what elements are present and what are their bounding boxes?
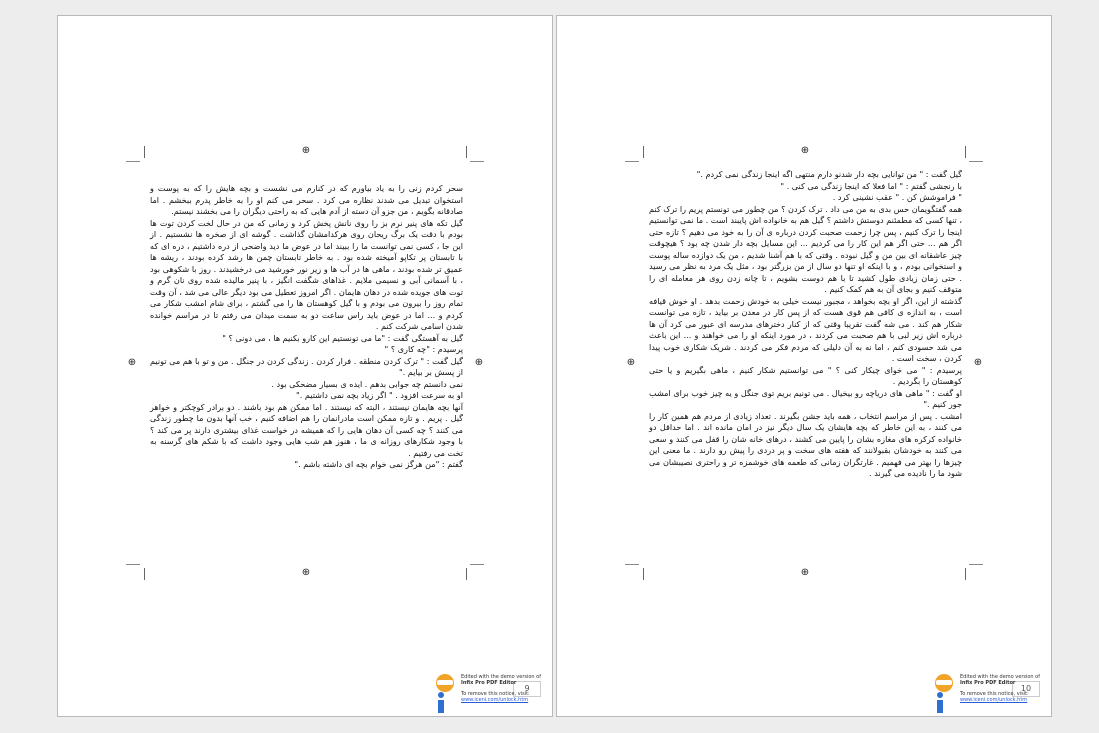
paragraph: او گفت : " ماهی های دریاچه رو بیخیال . می تونیم بریم توی جنگل و یه چیز خوب برای امشب جور کنیم ." [649, 387, 962, 409]
paragraph: امشب . پس از مراسم انتخاب ، همه باید جشن بگیرند . تعداد زیادی از مردم هم همین کار را می کنند ، به این خاطر که بچه هایشان یک سال دیگر نیز در امان مانده اند . اما حداقل دو خانواده کرکره های مغازه بشان را پایین می کشند ، درهای خانه شان را قفل می کنند و سعی می کنند به خودشان بقبولانند که هفته های سخت و پر دردی را پیش رو دارند . ما معنی این چیزها را بهتر می فهمیم . غارتگران زمانی که طعمه های خوشمزه تر و راحتری نصیبشان می شود ما را نادیده می گیرند . [649, 410, 962, 478]
paragraph: " فراموشش کن . " عقب نشینی کرد . [832, 192, 962, 202]
crop-mark [969, 161, 983, 162]
crop-mark [126, 161, 140, 162]
registration-mark-bottom: ⊕ [800, 567, 810, 578]
page-text [150, 183, 463, 471]
watermark-link[interactable]: www.iceni.com/unlock.htm [461, 697, 529, 703]
watermark-product: Infix Pro PDF Editor [960, 680, 1016, 686]
paragraph: گیل تکه های پنیر نرم بز را روی نانش پخش کرد و زمانی که من در حال لخت کردن توت ها بودم با دقت یک برگ ریحان روی هرکدامشان گذاشت . گوشه ای از صخره ها نشستیم . از این جا ، کسی نمی توانست ما را ببیند اما در عوض ما دید واضحی از دره داشتیم ، دره ای که با تابستان پر تکاپو آمیخته شده بود . به خاطر تابستان چمن ها رشد کرده بودند ، ریشه ها عمیق تر شده بودند ، ماهی ها در آب ها و زیر نور خورشید می درخشیدند . روز با شکوهی بود ، با آسمانی آبی و نسیمی ملایم . غذاهای شگفت انگیز ، با پنیر مالیده شده روی نان گرم و توت های جویده شده در دهان هایمان . اگر امروز تعطیل می بود دیگر عالی می شد ، آن وقت تمام روز را بیرون می بودم و با گیل کوهستان ها را می گشتم ، برای شام امشب شکار می کردم و ... اما در عوض باید راس ساعت دو به سمت میدان می رفتم تا در مراسم خوانده شدن اسامی شرکت کنم . [150, 217, 463, 331]
paragraph: گذشته از این، اگر او بچه بخواهد ، مجبور نیست خیلی به خودش زحمت بدهد . او خوش قیافه است ، به اندازه ی کافی هم قوی هست که از پس کار در معدن بر بیاید ، تازه می توانست شکار هم کند . می شه گفت تقریبا وقتی که از کنار دخترهای مدرسه ای عبور می کرد آن ها درباره اش زیر لبی با هم صحبت می کردند ، در مورد اینکه او را می خواهند و ... این باعث می شد حسودی کنم ، اما نه به آن دلیلی که مردم فکر می کردند . شریک شکاری خوب پیدا کردن ، سخت است . [649, 295, 962, 363]
registration-mark-left: ⊕ [626, 357, 636, 368]
crop-mark [625, 161, 639, 162]
paragraph: نمی دانستم چه جوابی بدهم . ایده ی بسیار مضحکی بود . [271, 378, 463, 389]
page-text [649, 169, 962, 480]
crop-mark [625, 564, 639, 565]
watermark-line: Edited with the demo version of [960, 674, 1041, 680]
page-number: 10 [1012, 681, 1040, 697]
watermark-product: Infix Pro PDF Editor [461, 680, 517, 686]
paragraph: آنها بچه هایمان نیستند ، البته که نیستند . اما ممکن هم بود باشند . دو برادر کوچکتر و خواهر گیل . پریم . و تازه ممکن است مادرانمان را هم اضافه کنیم ، خب آنها بدون ما چطور زندگی می کنند ؟ چه کسی آن دهان هایی را که همیشه در خواست غذای بیشتری دارند پر می کند ؟ با وجود شکارهای روزانه ی ما ، هنوز هم شب هایی وجود داشت که با شکم های گرسنه به تخت می رفتیم . [150, 401, 463, 458]
paragraph: گیل گفت : " ترک کردن منطقه . فرار کردن . زندگی کردن در جنگل . من و تو با هم می تونیم از پسش بر بیایم ." [150, 355, 463, 377]
registration-mark-left: ⊕ [127, 357, 137, 368]
registration-mark-top: ⊕ [301, 145, 311, 156]
registration-mark-top: ⊕ [800, 145, 810, 156]
infix-logo-icon [430, 673, 460, 713]
paragraph: پرسیدم : " می خوای چیکار کنی ؟ " می توانستیم شکار کنیم ، ماهی بگیریم و یا حتی کوهستان را بگردیم . [649, 364, 962, 386]
paragraph: گفتم : "من هرگز نمی خوام بچه ای داشته باشم ." [294, 459, 463, 469]
crop-mark [466, 146, 467, 158]
demo-watermark [960, 674, 1052, 703]
crop-mark [144, 146, 145, 158]
crop-mark [643, 146, 644, 158]
crop-mark [969, 564, 983, 565]
page-right [556, 15, 1052, 717]
paragraph: گیل گفت : " من توانایی بچه دار شدنو دارم منتهی اگه اینجا زندگی نمی کردم ." [696, 169, 962, 179]
page-left [57, 15, 553, 717]
paragraph: گیل به آهستگی گفت : "ما می تونستیم این کارو بکنیم ها ، می دونی ؟ " [222, 332, 463, 343]
registration-mark-bottom: ⊕ [301, 567, 311, 578]
crop-mark [643, 568, 644, 580]
crop-mark [466, 568, 467, 580]
infix-logo-icon [929, 673, 959, 713]
page-number: 9 [513, 681, 541, 697]
crop-mark [126, 564, 140, 565]
crop-mark [965, 146, 966, 158]
crop-mark [470, 564, 484, 565]
watermark-link[interactable]: www.iceni.com/unlock.htm [960, 697, 1028, 703]
registration-mark-right: ⊕ [474, 357, 484, 368]
watermark-line: To remove this notice, visit: [960, 691, 1029, 697]
registration-mark-right: ⊕ [973, 357, 983, 368]
crop-mark [470, 161, 484, 162]
paragraph: پرسیدم : "چه کاری ؟ " [384, 344, 463, 354]
crop-mark [965, 568, 966, 580]
paragraph: او به سرعت افزود . " اگر زیاد بچه نمی داشتیم ." [296, 390, 463, 400]
watermark-line: Edited with the demo version of [461, 674, 542, 680]
paragraph: همه گفتگویمان حس بدی به من می داد . ترک کردن ؟ من چطور می تونستم پریم را ترک کنم ، تنها کسی که مطمئنم دوستش داشتم ؟ گیل هم به خانواده اش پایبند است . ما نمی توانستیم اینجا را ترک کنیم ، پس چرا زحمت صحبت کردن درباره ی آن را به خود می دهیم ؟ تازه حتی اگر هم ... حتی اگر هم این کار را می کردیم ... این مسایل بچه دار شدن چه بود ؟ هیچوقت چیز عاشقانه ای بین من و گیل نبوده . وقتی که با هم آشنا شدیم ، من یک دوازده ساله پوست و استخوانی بودم ، و با اینکه او تنها دو سال از من بزرگتر بود ، مثل یک مرد به نظر می رسید . حتی زمان زیادی طول کشید تا با هم دوست بشویم ، تا چانه زدن روی هر معامله ای را متوقف کنیم و بجای آن به هم کمک کنیم . [649, 203, 962, 294]
watermark-line: To remove this notice, visit: [461, 691, 530, 697]
crop-mark [144, 568, 145, 580]
paragraph: با رنجشی گفتم : " اما فعلا که اینجا زندگی می کنی . " [780, 180, 962, 191]
paragraph: سحر کردم زنی را به یاد بیاورم که در کنارم می نشست و بچه هایش را که به پوست و استخوان تبدیل می شدند نظاره می کرد . سحر می کنم او را به خاطر پدرم ببخشم . اما صادقانه بگویم ، من جزو آن دسته از آدم هایی که به راحتی دیگران را می بخشند نیستم. [150, 183, 463, 216]
demo-watermark [461, 674, 553, 703]
